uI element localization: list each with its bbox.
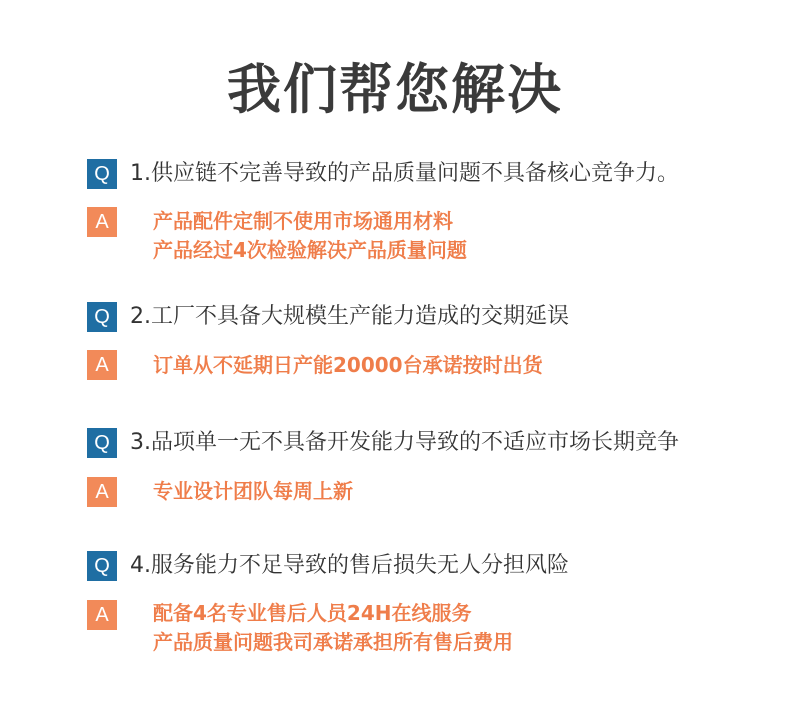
page-title: 我们帮您解决	[227, 58, 563, 121]
question-badge: Q	[87, 159, 117, 189]
answer-line: 订单从不延期日产能20000台承诺按时出货	[153, 353, 543, 377]
answer-block	[153, 351, 543, 380]
answer-badge: A	[87, 600, 117, 630]
answer-line: 专业设计团队每周上新	[153, 479, 353, 503]
answer-block	[153, 477, 353, 506]
question-badge: Q	[87, 428, 117, 458]
answer-badge: A	[87, 207, 117, 237]
question-text: 1.供应链不完善导致的产品质量问题不具备核心竞争力。	[130, 161, 679, 186]
question-badge: Q	[87, 551, 117, 581]
question-text: 4.服务能力不足导致的售后损失无人分担风险	[130, 553, 569, 578]
answer-line: 产品经过4次检验解决产品质量问题	[153, 238, 467, 262]
answer-block	[153, 599, 513, 657]
answer-line: 配备4名专业售后人员24H在线服务	[153, 601, 472, 625]
answer-badge: A	[87, 350, 117, 380]
answer-line: 产品质量问题我司承诺承担所有售后费用	[153, 630, 513, 654]
question-badge: Q	[87, 302, 117, 332]
answer-block	[153, 207, 467, 265]
question-text: 2.工厂不具备大规模生产能力造成的交期延误	[130, 304, 569, 329]
answer-line: 产品配件定制不使用市场通用材料	[153, 209, 453, 233]
answer-badge: A	[87, 477, 117, 507]
question-text: 3.品项单一无不具备开发能力导致的不适应市场长期竞争	[130, 430, 679, 455]
